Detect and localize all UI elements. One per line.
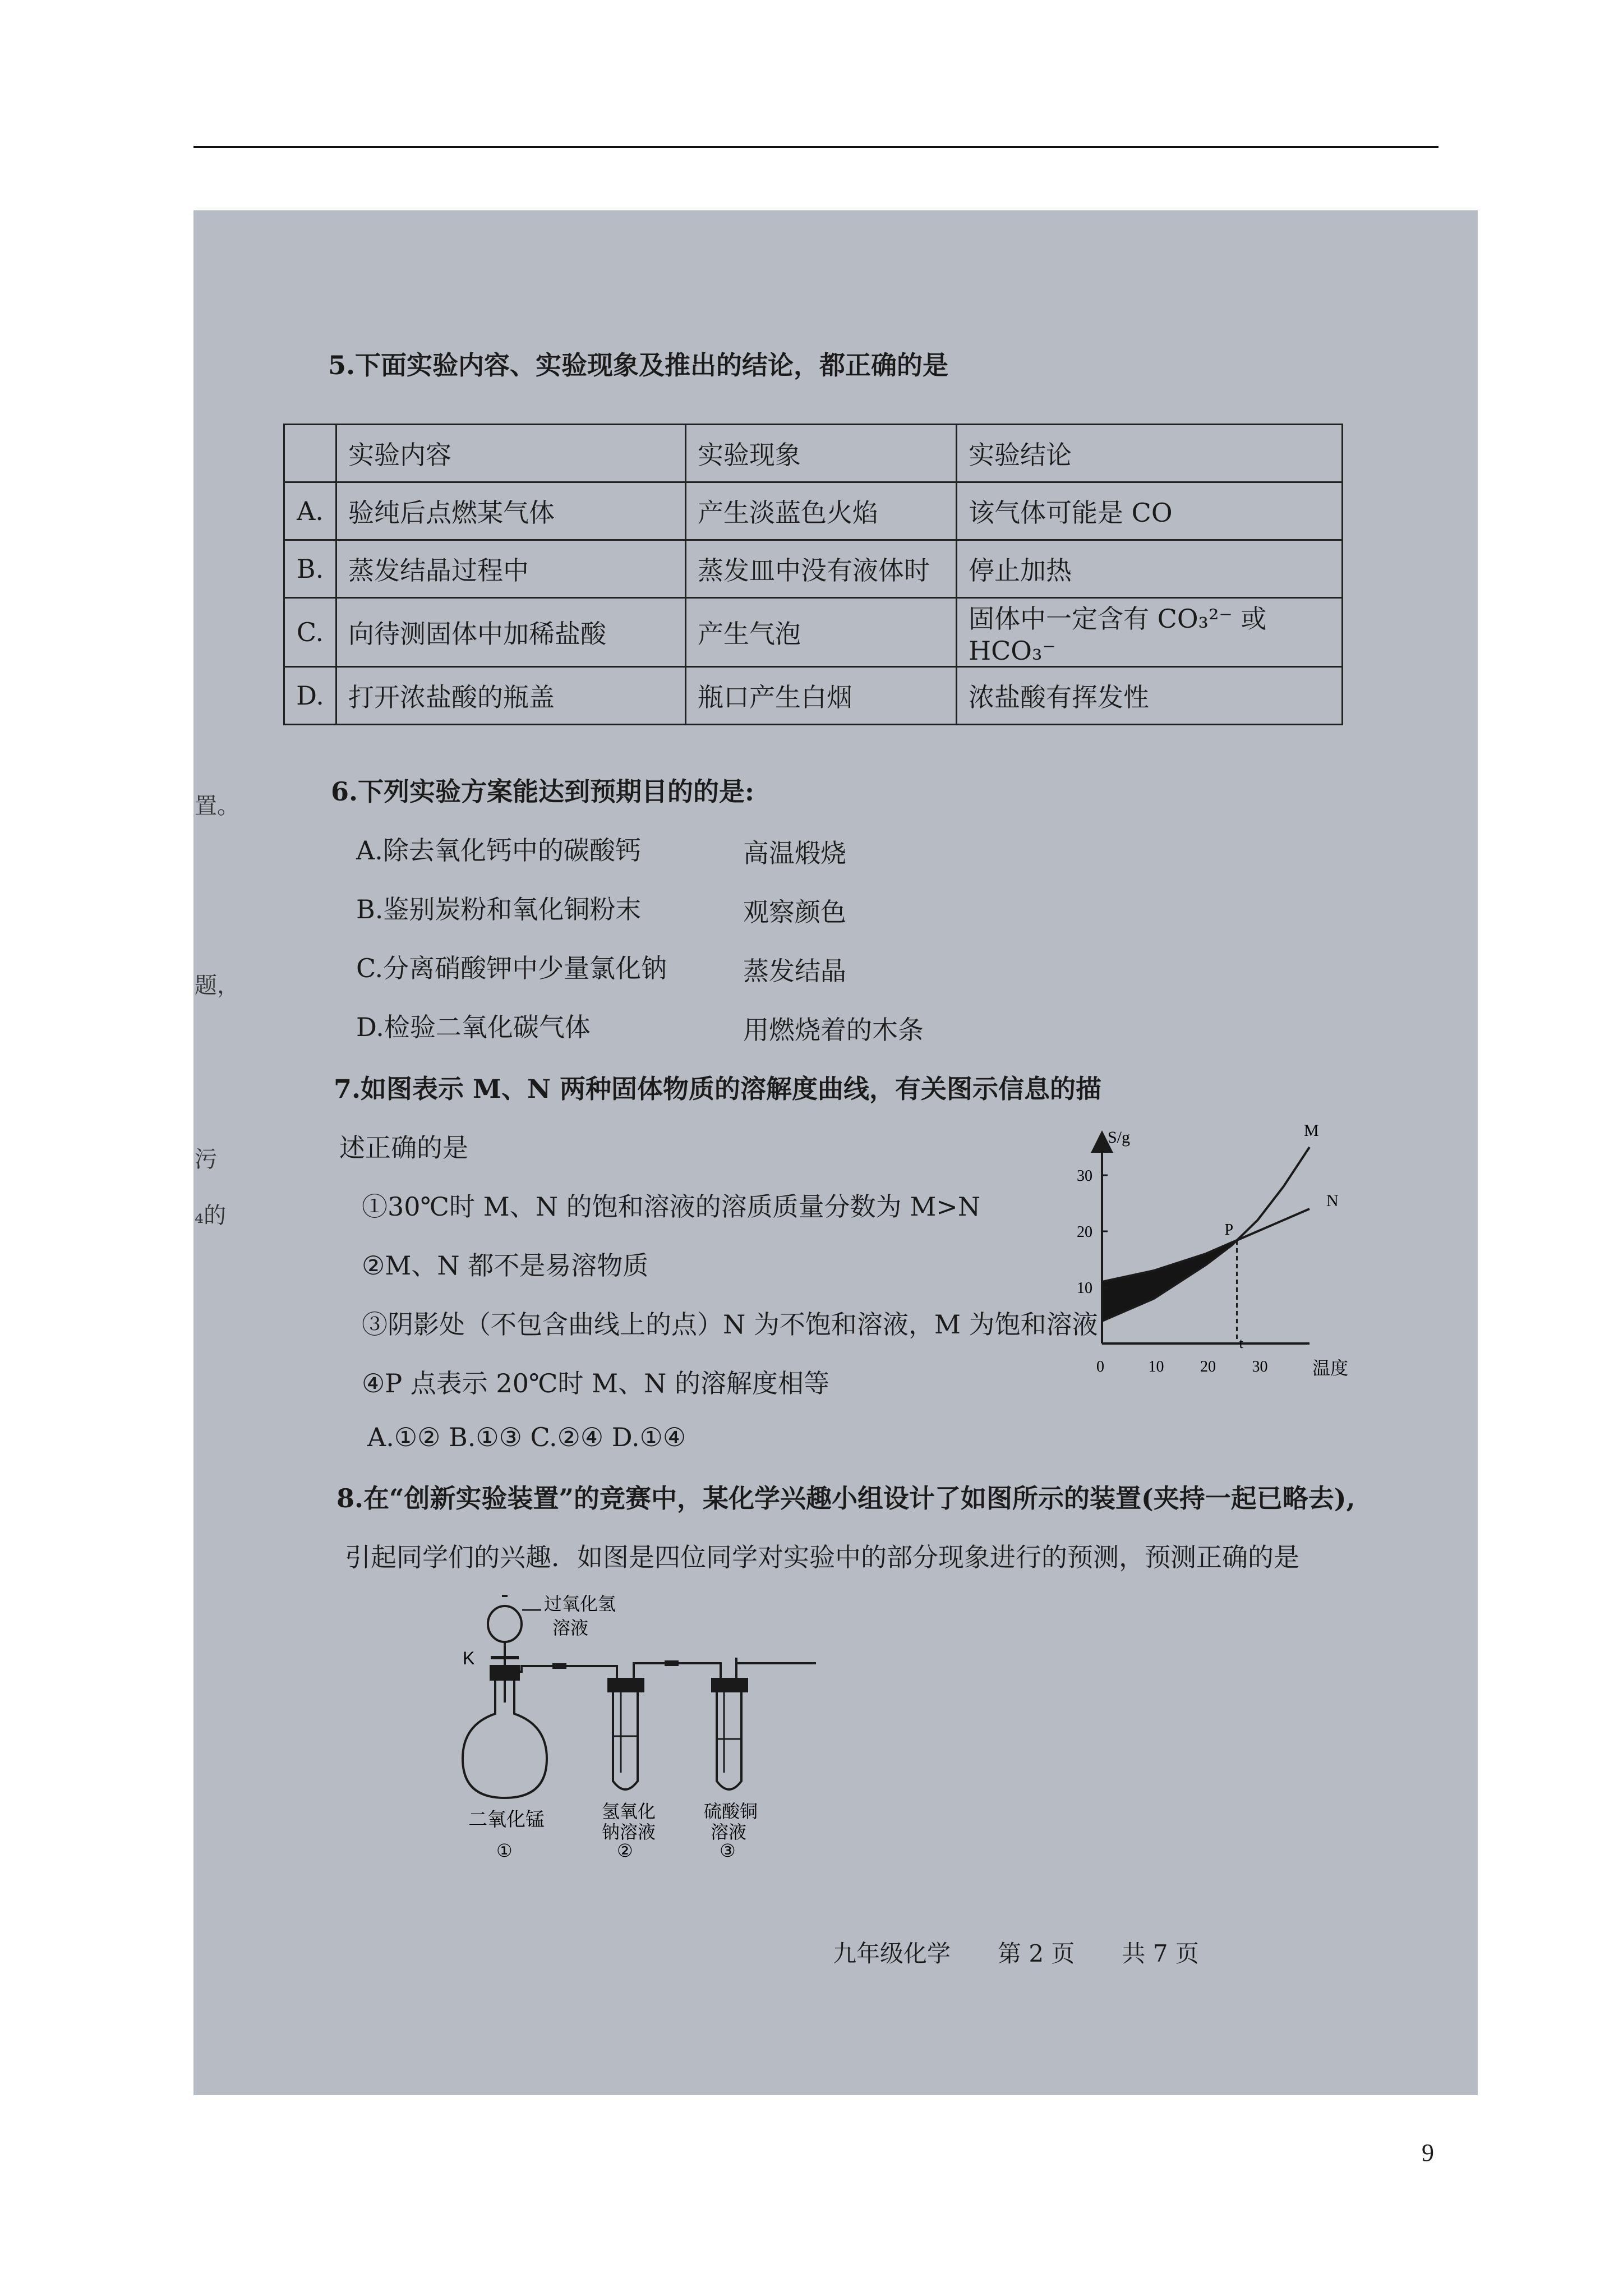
point-p-label: P [1224,1221,1234,1239]
table-cell: 停止加热 [957,540,1343,598]
q6-method-a: 高温煅烧 [743,838,846,868]
table-cell: 验纯后点燃某气体 [336,482,686,540]
table-header-cell: 实验结论 [957,425,1343,482]
table-cell: C. [284,598,336,667]
table-cell: 固体中一定含有 CO₃²⁻ 或 HCO₃⁻ [957,598,1343,667]
table-cell: 打开浓盐酸的瓶盖 [336,667,686,725]
q6-title: 6.下列实验方案能达到预期目的的是: [331,776,755,807]
table-cell: D. [284,667,336,725]
flask-label: 二氧化锰 [468,1809,545,1831]
tube-3-label-line2: 溶液 [711,1821,747,1843]
q6-method-c: 蒸发结晶 [743,956,846,986]
x-tick-label: 30 [1252,1358,1268,1375]
q8-line2: 引起同学们的兴趣．如图是四位同学对实验中的部分现象进行的预测，预测正确的是 [345,1542,1299,1572]
q7-title-line1: 7.如图表示 M、N 两种固体物质的溶解度曲线，有关图示信息的描 [334,1074,1102,1104]
table-cell: 蒸发结晶过程中 [336,540,686,598]
y-tick-label: 30 [1077,1167,1092,1185]
margin-fragment: 置。 [195,793,239,819]
flask-number: ① [496,1840,513,1860]
margin-fragment: 题， [195,973,239,999]
table-header-cell: 实验内容 [336,425,686,482]
y-axis-label: S/g [1108,1128,1131,1147]
header-rule [193,146,1438,148]
test-tube-3-stopper [712,1679,747,1691]
x-tick-label: 20 [1200,1358,1216,1375]
q6-option-d: D.检验二氧化碳气体 [356,1012,591,1042]
margin-fragment: ₄的 [195,1203,227,1228]
margin-fragment: 污 [195,1147,217,1172]
table-header-row [284,425,1343,482]
page-footer: 九年级化学 第 2 页 共 7 页 [833,1940,1199,1967]
tube-2-label-line1: 氢氧化 [602,1801,656,1822]
table-row [284,482,1343,540]
q6-option-a: A.除去氧化钙中的碳酸钙 [356,835,641,866]
separatory-funnel [488,1606,522,1642]
apparatus-diagram [423,1579,1040,1860]
tube-2-number: ② [617,1840,633,1860]
x-tick-label: 0 [1096,1358,1104,1375]
q7-choices: A.①② B.①③ C.②④ D.①④ [367,1422,686,1452]
table-cell: 向待测固体中加稀盐酸 [336,598,686,667]
shaded-region [1102,1240,1237,1321]
table-row [284,598,1343,667]
y-tick-label: 10 [1077,1280,1092,1297]
q6-method-b: 观察颜色 [743,897,846,927]
curve-n [1102,1209,1310,1282]
valve-label: K [463,1648,475,1668]
t-label: t [1239,1335,1243,1351]
table-cell: 瓶口产生白烟 [686,667,957,725]
table-cell: 产生气泡 [686,598,957,667]
q5-table [283,424,1343,725]
table-row [284,667,1343,725]
q6-method-d: 用燃烧着的木条 [743,1015,924,1045]
table-cell: 产生淡蓝色火焰 [686,482,957,540]
funnel-label-line2: 溶液 [552,1617,589,1639]
exam-photo [193,210,1478,2095]
test-tube-2 [613,1691,638,1789]
table-row [284,540,1343,598]
q8-line1: 8.在“创新实验装置”的竞赛中，某化学兴趣小组设计了如图所示的装置(夹持一起已略去), [336,1483,1355,1513]
test-tube-3 [717,1691,741,1789]
table-cell: 浓盐酸有挥发性 [957,667,1343,725]
table-header-cell: 实验现象 [686,425,957,482]
tube-3-number: ③ [720,1840,736,1860]
q6-option-b: B.鉴别炭粉和氧化铜粉末 [356,894,642,924]
y-tick-label: 20 [1077,1223,1092,1241]
tube-2-label-line2: 钠溶液 [602,1821,656,1843]
q7-statement-1: ①30℃时 M、N 的饱和溶液的溶质质量分数为 M>N [362,1191,981,1222]
q6-option-c: C.分离硝酸钾中少量氯化钠 [356,953,667,983]
test-tube-2-stopper [608,1679,643,1691]
x-axis-label: 温度 [1312,1358,1349,1379]
table-cell: B. [284,540,336,598]
q7-statement-2: ②M、N 都不是易溶物质 [362,1250,649,1281]
series-label-n: N [1326,1191,1339,1210]
q7-title-line2: 述正确的是 [339,1133,468,1163]
x-tick-label: 10 [1148,1358,1164,1375]
series-label-m: M [1304,1121,1319,1140]
page-number: 9 [1422,2139,1434,2166]
q5-title: 5.下面实验内容、实验现象及推出的结论，都正确的是 [328,350,949,380]
solubility-chart [1068,1119,1382,1383]
table-cell: 蒸发皿中没有液体时 [686,540,957,598]
q7-statement-4: ④P 点表示 20℃时 M、N 的溶解度相等 [362,1368,830,1398]
tube-3-label-line1: 硫酸铜 [704,1801,758,1822]
table-cell: A. [284,482,336,540]
q7-statement-3: ③阴影处（不包含曲线上的点）N 为不饱和溶液，M 为饱和溶液 [362,1309,1098,1340]
table-cell: 该气体可能是 CO [957,482,1343,540]
table-header-cell [284,425,336,482]
funnel-label-line1: 过氧化氢 [544,1593,616,1614]
